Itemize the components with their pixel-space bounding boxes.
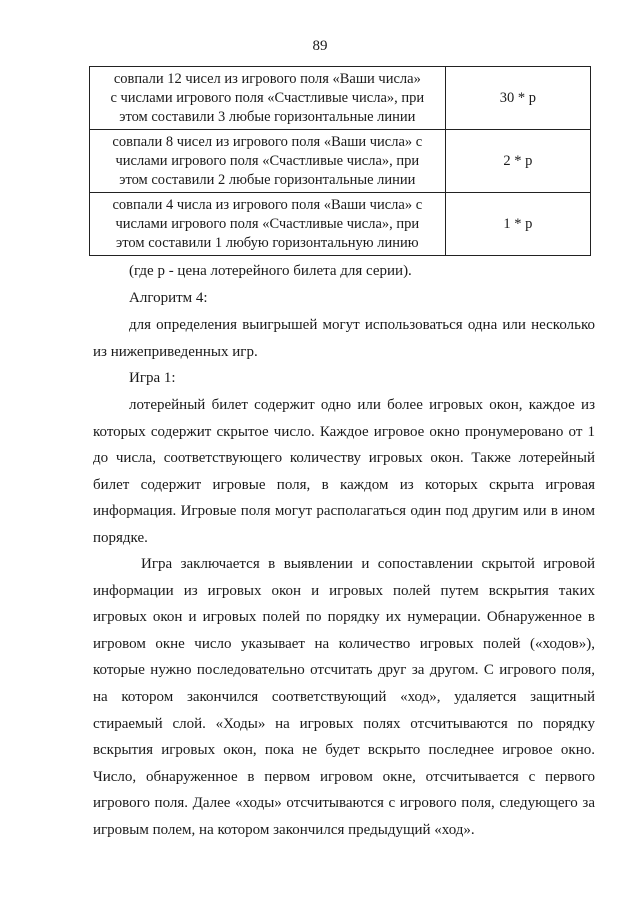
table-row xyxy=(90,193,591,256)
table-cell-condition xyxy=(90,193,446,256)
page-number: 89 xyxy=(312,38,328,54)
table-cell-prize: 2 * p xyxy=(445,130,590,193)
table-row xyxy=(90,67,591,130)
table-cell-prize: 30 * p xyxy=(445,67,590,130)
prize-table xyxy=(89,66,591,256)
condition-line: числами игрового поля «Счастливые числа», при xyxy=(115,152,420,169)
algorithm-intro: для определения выигрышей могут использоваться одна или несколько из нижеприведенных игр. xyxy=(93,317,595,360)
table-cell-condition xyxy=(90,67,446,130)
condition-line: совпали 4 числа из игрового поля «Ваши числа» с xyxy=(112,196,423,213)
condition-line: этом составили 3 любые горизонтальные линии xyxy=(119,108,416,125)
game-heading: Игра 1: xyxy=(129,370,176,386)
condition-line: этом составили 2 любые горизонтальные линии xyxy=(119,171,416,188)
condition-line: числами игрового поля «Счастливые числа», при xyxy=(115,215,420,232)
algorithm-heading: Алгоритм 4: xyxy=(129,290,208,306)
condition-line: совпали 8 чисел из игрового поля «Ваши числа» с xyxy=(112,133,423,150)
condition-line: с числами игрового поля «Счастливые числа», при xyxy=(110,89,425,106)
table-cell-prize: 1 * p xyxy=(445,193,590,256)
paragraph-game-rules: Игра заключается в выявлении и сопоставлении скрытой игровой информации из игровых окон и игровых полей путем вскрытия таких игровых окон и игровых полей по порядку их нумерации. Обнаруженное в игровом окне число указывает на количество игровых полей («ходов»), которые нужно последовательно отсчитать друг за другом. С игрового поля, на котором закончился соответствующий «ход», удаляется защитный стираемый слой. «Ходы» на игровых полях отсчитываются по порядку вскрытия игровых окон, пока не будет вскрыто последнее игровое окно. Число, обнаруженное в первом игровом окне, отсчитывается с первого игрового поля. Далее «ходы» отсчитываются с игрового поля, следующего за игровым полем, на котором закончился предыдущий «ход». xyxy=(93,556,595,838)
table-row xyxy=(90,130,591,193)
price-note: (где p - цена лотерейного билета для серии). xyxy=(129,263,412,279)
table-cell-condition xyxy=(90,130,446,193)
condition-line: этом составили 1 любую горизонтальную линию xyxy=(116,234,419,251)
condition-line: совпали 12 чисел из игрового поля «Ваши числа» xyxy=(113,70,421,87)
paragraph-game-description: лотерейный билет содержит одно или более игровых окон, каждое из которых содержит скрытое число. Каждое игровое окно пронумеровано от 1 до числа, соответствующего количеству игровых окон. Также лотерейный билет содержит игровые поля, в каждом из которых скрыта игровая информация. Игровые поля могут располагаться один под другим или в ином порядке. xyxy=(93,397,595,546)
